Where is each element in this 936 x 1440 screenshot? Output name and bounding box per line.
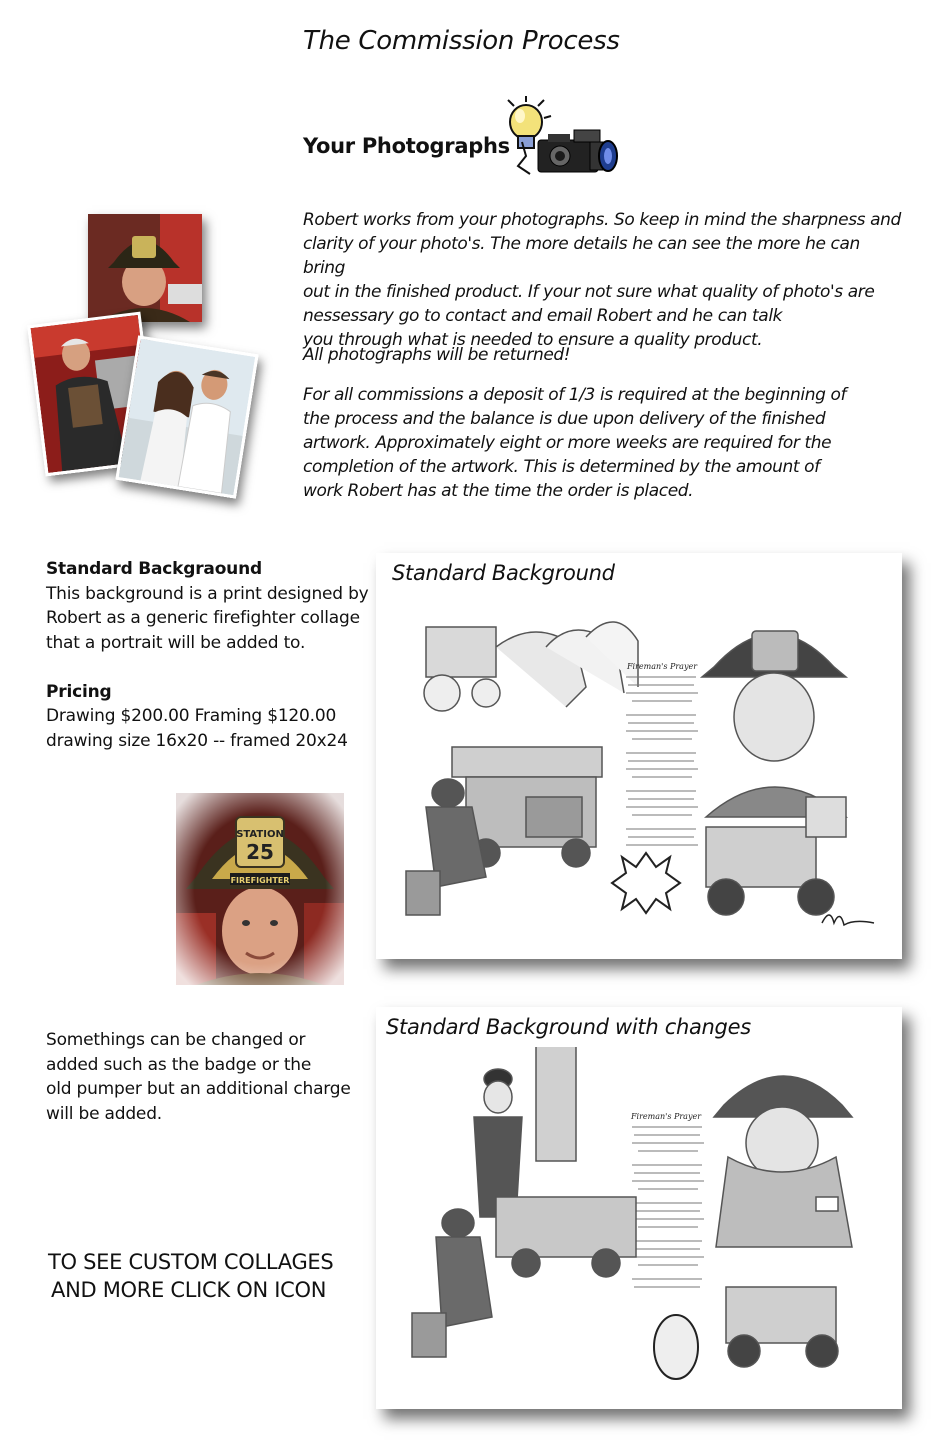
prayer-title: Fireman's Prayer [626, 662, 698, 671]
lightbulb-camera-icon[interactable] [504, 96, 620, 186]
intro-paragraph-photographs [303, 208, 903, 352]
cta-line: AND MORE CLICK ON ICON [51, 1278, 327, 1302]
text-line: will be added. [46, 1103, 162, 1124]
deposit-paragraph [303, 383, 903, 503]
text-line: out in the finished product. If your not sure what quality of photo's are [303, 282, 875, 302]
pricing-line: drawing size 16x20 -- framed 20x24 [46, 730, 348, 751]
prayer-title: Fireman's Prayer [630, 1112, 702, 1121]
text-line: the process and the balance is due upon delivery of the finished [303, 409, 826, 429]
text-line: This background is a print designed by [46, 583, 369, 604]
photo-couple [115, 335, 258, 498]
cta-line: TO SEE CUSTOM COLLAGES [48, 1250, 334, 1274]
text-line: nessessary go to contact and email Robert and he can talk [303, 306, 783, 326]
text-line: All photographs will be returned! [303, 345, 571, 365]
photo-firefighter-helmet [88, 214, 202, 322]
pricing-line: Drawing $200.00 Framing $120.00 [46, 706, 337, 726]
text-line: added such as the badge or the [46, 1054, 312, 1075]
text-line: Somethings can be changed or [46, 1030, 306, 1050]
section-heading-photographs: Your Photographs [303, 134, 510, 158]
photo-portrait-helmet [176, 793, 344, 985]
standard-background-card[interactable] [376, 553, 902, 959]
text-line: that a portrait will be added to. [46, 632, 306, 653]
text-line: clarity of your photo's. The more details he can see the more he can bring [303, 234, 860, 278]
returned-note [303, 343, 903, 367]
changes-info [46, 1028, 376, 1126]
text-line: artwork. Approximately eight or more weeks are required for the [303, 433, 832, 453]
pricing-heading: Pricing [46, 681, 112, 702]
standard-heading: Standard Backgraound [46, 559, 262, 579]
text-line: completion of the artwork. This is determined by the amount of [303, 457, 820, 477]
card-title: Standard Background with changes [386, 1015, 751, 1039]
text-line: Robert works from your photographs. So keep in mind the sharpness and [303, 210, 901, 230]
text-line: old pumper but an additional charge [46, 1079, 351, 1099]
text-line: work Robert has at the time the order is placed. [303, 481, 694, 501]
standard-background-info [46, 557, 376, 753]
custom-collages-cta[interactable] [48, 1248, 348, 1304]
text-line: For all commissions a deposit of 1/3 is required at the beginning of [303, 385, 847, 405]
standard-background-changes-card[interactable] [376, 1007, 902, 1409]
page-title: The Commission Process [303, 26, 620, 56]
card-title: Standard Background [392, 561, 615, 585]
text-line: you through what is needed to ensure a quality product. [303, 330, 763, 350]
text-line: Robert as a generic firefighter collage [46, 608, 360, 628]
